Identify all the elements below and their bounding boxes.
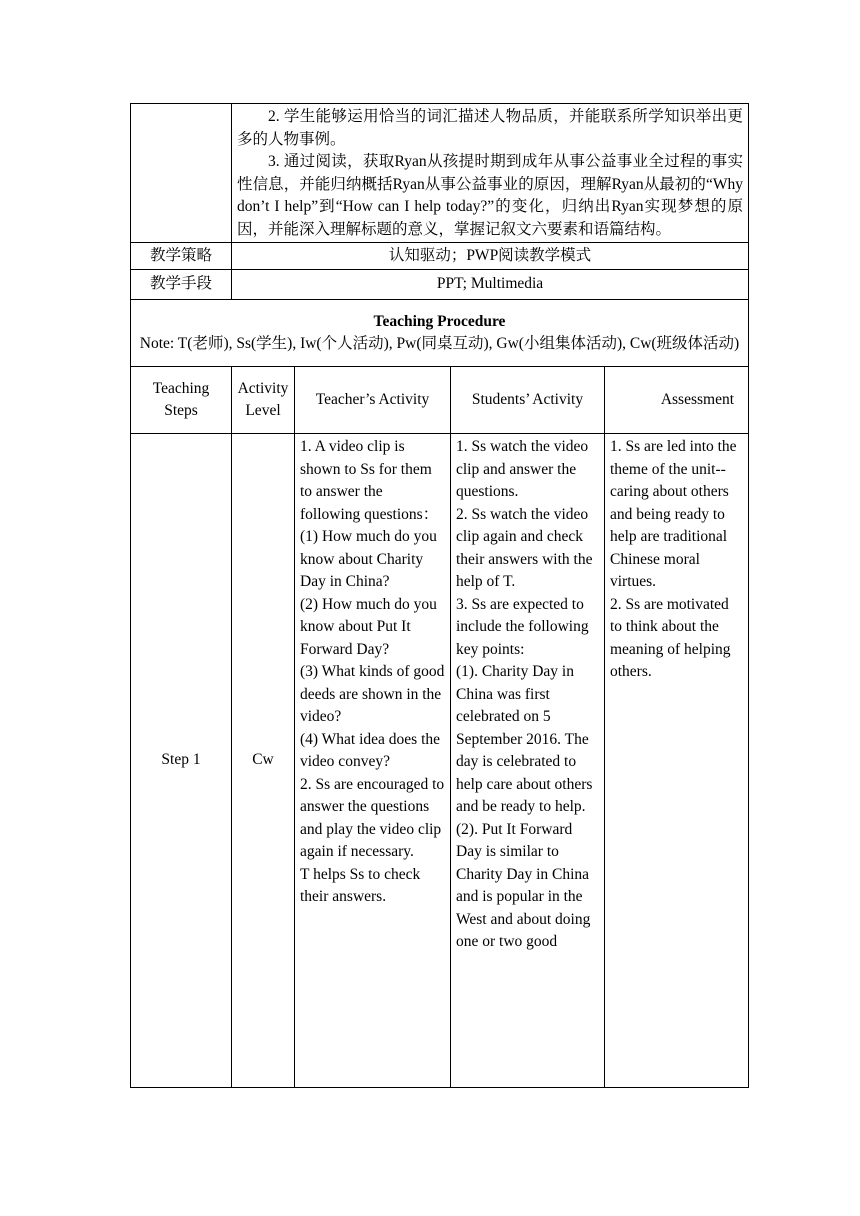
objectives-label-cell (131, 104, 232, 243)
procedure-title: Teaching Procedure (373, 313, 506, 330)
objectives-content (232, 104, 749, 243)
teacher-line: T helps Ss to check their answers. (300, 865, 421, 905)
step-1-name: Step 1 (131, 434, 232, 1088)
procedure-row (131, 300, 749, 367)
header-teacher-activity: Teacher’s Activity (295, 367, 451, 434)
teacher-line: (1) How much do you know about Charity Day in China? (300, 528, 437, 590)
procedure-note: Note: T(老师), Ss(学生), Iw(个人活动), Pw(同桌互动), Gw(小组集体活动), Cw(班级体活动) (139, 335, 740, 352)
objective-item-2: 2. 学生能够运用恰当的词汇描述人物品质，并能联系所学知识举出更多的人物事例。 (237, 108, 744, 148)
teacher-line: (2) How much do you know about Put It Forward Day? (300, 595, 437, 658)
strategy-label: 教学策略 (131, 243, 232, 270)
students-line: (1). Charity Day in China was first celebrated on 5 September 2016. The day is celebrated to help care about others and be ready to help. (456, 663, 593, 815)
step-1-level: Cw (232, 434, 295, 1088)
procedure-cell (131, 300, 749, 367)
means-row (131, 270, 749, 300)
lesson-plan-page (130, 103, 748, 1088)
strategy-value: 认知驱动；PWP阅读教学模式 (232, 243, 749, 270)
objective-item-3: 3. 通过阅读，获取Ryan从孩提时期到成年从事公益事业全过程的事实性信息，并能归纳概括Ryan从事公益事业的原因，理解Ryan从最初的“Why don’t I help”到“How can I help today?”的变化，归纳出Ryan实现梦想的原因，并能深入理解标题的意义，掌握记叙文六要素和语篇结构。 (237, 153, 744, 238)
teacher-line: (3) What kinds of good deeds are shown in the video? (300, 663, 445, 725)
step-1-assessment (605, 434, 749, 1088)
strategy-row (131, 243, 749, 270)
students-line: 3. Ss are expected to include the following key points: (456, 595, 589, 658)
header-activity-level: Activity Level (232, 367, 295, 434)
students-line: 1. Ss watch the video clip and answer the questions. (456, 438, 589, 500)
teacher-line: (4) What idea does the video convey? (300, 730, 441, 770)
header-teaching-steps: Teaching Steps (131, 367, 232, 434)
lesson-plan-table (130, 103, 749, 1088)
header-row (131, 367, 749, 434)
teacher-line: 2. Ss are encouraged to answer the questions and play the video clip again if necessary. (300, 775, 445, 860)
objectives-row (131, 104, 749, 243)
assessment-line: 1. Ss are led into the theme of the unit--caring about others and being ready to help are traditional Chinese moral virtues. (610, 438, 737, 590)
students-line: 2. Ss watch the video clip again and check their answers with the help of T. (456, 505, 593, 590)
teacher-line: 1. A video clip is shown to Ss for them to answer the following questions： (300, 438, 439, 523)
assessment-line: 2. Ss are motivated to think about the meaning of helping others. (610, 595, 731, 680)
means-value: PPT; Multimedia (232, 270, 749, 300)
step-1-students-activity (451, 434, 605, 1088)
header-students-activity: Students’ Activity (451, 367, 605, 434)
header-assessment: Assessment (605, 367, 749, 434)
step-1-row (131, 434, 749, 1088)
means-label: 教学手段 (131, 270, 232, 300)
students-line: (2). Put It Forward Day is similar to Charity Day in China and is popular in the West and about doing one or two good (456, 820, 591, 950)
step-1-teacher-activity (295, 434, 451, 1088)
